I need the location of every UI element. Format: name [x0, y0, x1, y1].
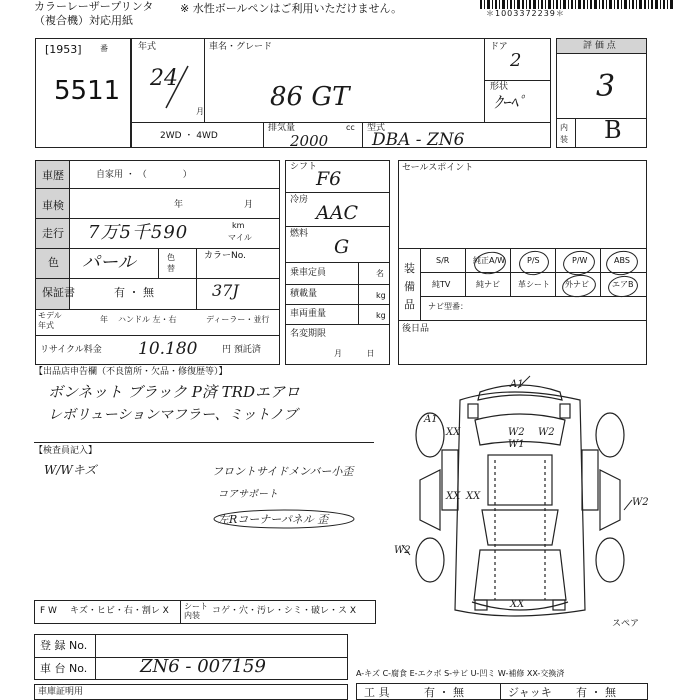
shape-label: 形状 [490, 82, 509, 92]
report-line2: レボリューションマフラー、ミットノブ [48, 407, 298, 423]
mileage-unit-km: km [232, 221, 245, 230]
load-label: 積載量 [290, 289, 318, 299]
fw-label: F W [40, 606, 57, 616]
mileage-value: 7万5千590 [88, 222, 189, 243]
weight-label: 車両重量 [290, 309, 327, 319]
year-label: 年式 [138, 42, 157, 52]
code-w2-right: W2 [632, 497, 649, 508]
equip-aw: 純正A/W [473, 256, 506, 265]
color-no-label: カラーNo. [204, 251, 246, 261]
note-circle [212, 508, 362, 530]
seat-label: シート内装 [184, 602, 208, 620]
warranty-label: 保証書 [42, 286, 75, 299]
spare-label: スペア [612, 619, 640, 629]
drive-label: 2WD ・ 4WD [160, 131, 218, 141]
equip-ext-navi: 外ナビ [565, 280, 589, 289]
name-label: 車名・グレード [209, 42, 273, 52]
handle-label: ハンドル 左・右 [118, 315, 177, 324]
report-line1: ボンネット ブラック P済 TRDエアロ [48, 383, 300, 401]
color-label: 色 [48, 256, 59, 269]
printer-line1: カラーレーザープリンタ [34, 0, 154, 13]
interior-label: 内装 [560, 123, 568, 144]
equip-pw: P/W [572, 256, 588, 265]
code-xx-mid2: XX [466, 491, 481, 502]
lot-unit: 番 [100, 44, 108, 53]
model-year-label: モデル年式 [38, 311, 62, 330]
tool-value: 有 ・ 無 [424, 686, 464, 699]
code-w2-left: W2 [394, 545, 411, 556]
score-label: 評 価 点 [583, 41, 616, 51]
shift-label: シフト [290, 162, 318, 172]
history-label: 車歴 [42, 169, 64, 182]
mileage-label: 走行 [42, 227, 64, 240]
jack-label: ジャッキ [508, 686, 552, 699]
fuel-value: G [334, 236, 350, 258]
inspector-label: 【検査員記入】 [34, 446, 98, 456]
equip-airbag: エアB [612, 280, 634, 289]
inspector-note3: コアサポート [218, 489, 278, 500]
ac-label: 冷房 [290, 195, 309, 205]
code-xx-mid: XX [446, 491, 461, 502]
equip-tv: 純TV [432, 280, 451, 289]
history-value: 自家用 ・ （ ） [96, 170, 192, 180]
fw-value: キズ・ヒビ・右・割レ X [70, 606, 169, 616]
month-label: 月 [196, 107, 204, 116]
barcode-number: ＊1003372239＊ [486, 9, 565, 18]
lot-session: [1953] [45, 43, 82, 56]
after-items-label: 後日品 [402, 324, 430, 334]
color-value: パール [82, 252, 136, 273]
shift-value: F6 [316, 168, 342, 190]
inspection-month: 月 [244, 200, 254, 210]
inspection-label: 車検 [42, 199, 64, 212]
mileage-unit-mile: マイル [228, 233, 252, 242]
inspector-note4: 左Rコーナーパネル 歪 [218, 513, 329, 526]
equipment-label: 装備品 [404, 262, 415, 311]
jack-value: 有 ・ 無 [576, 686, 616, 699]
color-no-value: 37J [212, 281, 239, 300]
lot-number: 5511 [54, 76, 121, 106]
score-value: 3 [596, 69, 616, 104]
code-xx-front: XX [510, 599, 525, 610]
recycle-unit: 円 預託済 [222, 345, 261, 355]
notice-text: ※ 水性ボールペンはご利用いただけません。 [180, 2, 403, 15]
warranty-value: 有 ・ 無 [114, 286, 154, 299]
ac-value: AAC [316, 202, 358, 224]
code-w2-top: W2 [508, 427, 525, 438]
passengers-unit: 名 [376, 269, 384, 278]
load-unit: kg [376, 291, 386, 300]
code-xx-left: XX [446, 427, 461, 438]
report-label: 【出品店申告欄（不良箇所・欠品・修復歴等）】 [34, 367, 228, 377]
registration-label: 名変期限 [290, 329, 327, 339]
equip-ps: P/S [527, 256, 540, 265]
interior-value: B [604, 116, 622, 144]
equip-sr: S/R [436, 256, 450, 265]
model-value: DBA - ZN6 [372, 130, 465, 150]
name-value: 86 GT [270, 82, 350, 112]
door-label: ドア [490, 42, 508, 52]
registration-unit: 月 日 [334, 349, 375, 358]
recycle-label: リサイクル料金 [40, 345, 102, 355]
code-a1-top: A1 [510, 379, 524, 390]
displacement-unit: cc [346, 123, 355, 132]
displacement-value: 2000 [290, 132, 329, 150]
chassis-value: ZN6 - 007159 [140, 656, 266, 677]
navi-model-label: ナビ型番： [428, 302, 468, 311]
code-w1-top: W1 [508, 439, 525, 450]
year-value: 24 [150, 66, 178, 91]
tool-label: 工 具 [364, 686, 390, 699]
sales-label: セールスポイント [402, 163, 474, 173]
fuel-label: 燃料 [290, 229, 309, 239]
door-value: 2 [510, 50, 522, 71]
cert-label: 車庫証明用 [38, 687, 84, 697]
inspector-note1: W/Wキズ [44, 463, 97, 477]
color-change-label: 色替 [167, 253, 175, 273]
reg-no-label: 登 録 No. [40, 639, 88, 652]
barcode [480, 0, 680, 9]
legend-text: A-キズ C-腐食 E-エクボ S-サビ U-凹ミ W-補修 XX-交換済 [356, 669, 565, 678]
recycle-value: 10.180 [138, 339, 198, 359]
code-w2-extra: W2 [538, 427, 555, 438]
weight-unit: kg [376, 311, 386, 320]
dealer-label: ディーラー・並行 [206, 315, 270, 324]
seat-value: コゲ・穴・汚レ・シミ・破レ・ス X [212, 606, 357, 616]
chassis-label: 車 台 No. [40, 662, 88, 675]
inspection-year: 年 [174, 200, 184, 210]
passengers-label: 乗車定員 [290, 268, 327, 278]
equip-abs: ABS [614, 256, 630, 265]
model-label: 型式 [367, 123, 386, 133]
inspector-note2: フロントサイドメンバー小歪 [212, 465, 354, 478]
equip-navi: 純ナビ [476, 280, 500, 289]
equip-leather: 革シート [518, 280, 550, 289]
model-year-unit: 年 [100, 315, 108, 324]
year-slash [162, 62, 192, 112]
printer-line2: （複合機）対応用紙 [34, 14, 133, 27]
shape-value: ｸｰﾍﾟ [494, 93, 527, 112]
displacement-label: 排気量 [268, 123, 296, 133]
code-a1-left: A1 [424, 414, 438, 425]
